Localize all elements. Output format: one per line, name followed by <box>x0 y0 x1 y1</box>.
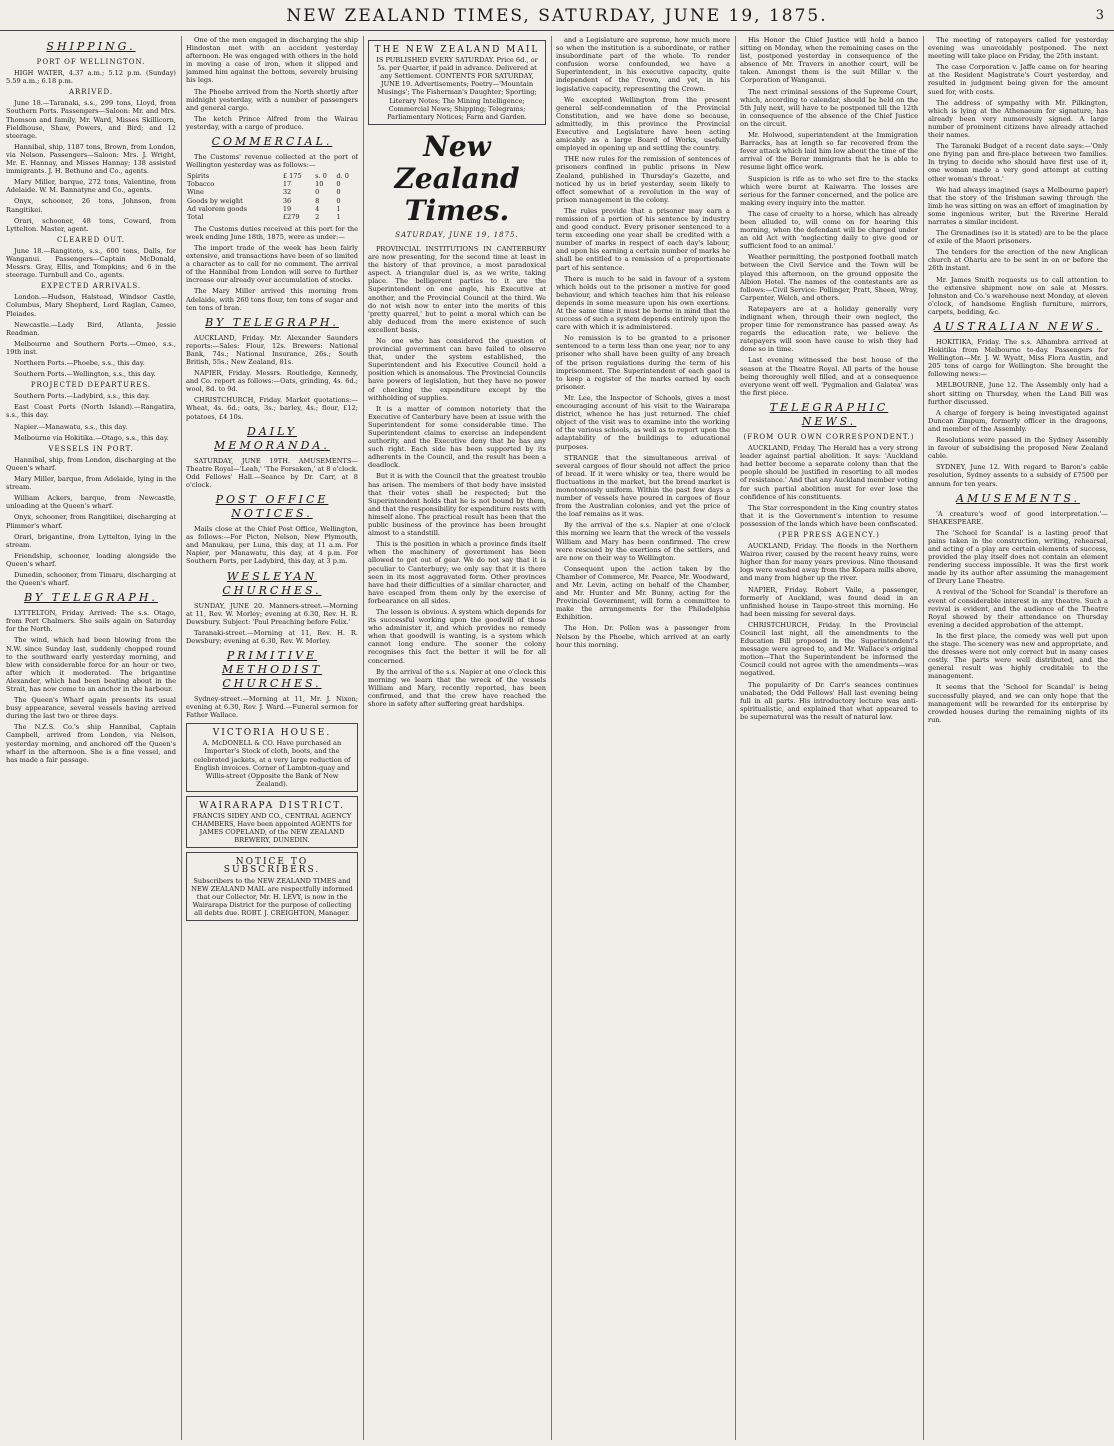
advertisement-body: Subscribers to the NEW ZEALAND TIMES and NEW ZEALAND MAIL are respectfully informed that our Collector, Mr. H. LEVY, is now in the Wairarapa District for the purpose of collecting all debts due. ROBT. J. CREIGHTON, Manager. <box>191 876 353 917</box>
article-paragraph: The Grenadines (so it is stated) are to be the place of exile of the Maori prisoners. <box>928 229 1108 246</box>
article-paragraph: In the first place, the comedy was well put upon the stage. The scenery was new and appropriate, and the dresses were not only correct but in many cases costly. The parts were well distributed, and the general result was highly creditable to the management. <box>928 631 1108 681</box>
advertisement-title: VICTORIA HOUSE. <box>212 728 332 739</box>
section-subheading: (FROM OUR OWN CORRESPONDENT.) <box>743 432 915 441</box>
article-paragraph: The wind, which had been blowing from the N.W. since Sunday last, suddenly chopped round to the southward early yesterday morning, and blew with considerable force for an hour or two, after which it moderated. The brigantine Alexander, which had been beating about in the Strait, has now come to an anchor in the harbour. <box>6 636 176 693</box>
page-number: 3 <box>1095 8 1106 23</box>
section-subheading: PORT OF WELLINGTON. <box>36 58 146 66</box>
article-paragraph: The popularity of Dr. Carr's seances continues unabated; the Odd Fellows' Hall last evening being full in all parts. His introductory lecture was anti-spiritualistic, and explained that what appeared to be supernatural was the result of natural law. <box>740 680 918 721</box>
column-rule <box>735 36 736 1440</box>
article-paragraph: His Honor the Chief Justice will hold a banco sitting on Monday, when the remaining cases on the list, postponed yesterday in consequence of the absence of Mr. Travers in another court, will be taken. Amongst them is the suit Millar v. the Corporation of Wanganui. <box>740 36 918 85</box>
section-heading: PRIMITIVE METHODIST CHURCHES. <box>221 648 323 690</box>
column-rule <box>551 36 552 1440</box>
table-cell: 0 <box>336 188 341 197</box>
article-paragraph: Suspicion is rife as to who set fire to the stacks which were burnt at Kaiwarra. The losses are serious for the farmer concerned, and the police are making every inquiry into the matter. <box>740 174 918 207</box>
table-row <box>186 180 358 188</box>
article-paragraph: Mary Miller, barque, from Adelaide, lying in the stream. <box>6 475 176 492</box>
article-paragraph: The Hon. Dr. Pollen was a passenger from Nelson by the Phoebe, which arrived at an early hour this morning. <box>556 624 730 649</box>
column-rule <box>363 36 364 1440</box>
section-heading: BY TELEGRAPH. <box>205 315 339 329</box>
column-rule <box>181 36 182 1440</box>
article-paragraph: Hannibal, ship, from London, discharging at the Queen's wharf. <box>6 455 176 472</box>
table-cell: 10 <box>315 180 324 189</box>
section-heading: TELEGRAPHIC NEWS. <box>769 400 889 428</box>
advertisement <box>186 852 358 921</box>
column-6 <box>928 36 1108 1440</box>
article-paragraph: Hannibal, ship, 1187 tons, Brown, from London, via Nelson. Passengers—Saloon: Mrs. J. Wright, Mr. E. Hannay, and Misses Hannay; 138 assisted immigrants. J. H. Bethune and Co., agents. <box>6 142 176 176</box>
table-row <box>186 205 358 213</box>
article-paragraph: Taranaki-street.—Morning at 11, Rev. H. R. Dewsbury; evening at 6.30, Rev. W. Morley. <box>186 628 358 645</box>
article-paragraph: Consequent upon the action taken by the Chamber of Commerce, Mr. Pearce, Mr. Woodward, and Mr. Levin, acting on behalf of the Chamber, and Mr. Hunter and Mr. Bunny, acting for the Provincial Government, will form a committee to make the arrangements for the Philadelphia Exhibition. <box>556 564 730 622</box>
article-paragraph: Last evening witnessed the best house of the season at the Theatre Royal. All parts of the house being thoroughly well filled, and at a consequence everyone went off well. 'Pygmalion and Galatea' was the first piece. <box>740 356 918 397</box>
column-1 <box>6 36 176 1440</box>
table-cell: 32 <box>282 188 292 197</box>
advertisement <box>186 723 358 792</box>
article-paragraph: The rules provide that a prisoner may earn a remission of a portion of his sentence by industry and good conduct. Every prisoner sentenced to a term exceeding one year shall be credited with a number of marks in respect of each day's labour, and upon his earning a certain number of marks he shall be entitled to a remission of a proportionate part of his sentence. <box>556 206 730 272</box>
article-paragraph: CHRISTCHURCH, Friday. Market quotations:—Wheat, 4s. 6d.; oats, 3s.; barley, 4s.; flour, £12; potatoes, £4 10s. <box>186 396 358 421</box>
section-heading: SHIPPING. <box>46 40 136 53</box>
table-cell: d. 0 <box>336 172 349 181</box>
column-5 <box>740 36 918 1440</box>
article-paragraph: The Star correspondent in the King country states that it is the Government's intention to resume possession of the lands which have been confiscated. <box>740 503 918 528</box>
article-paragraph: AUCKLAND, Friday. Mr. Alexander Saunders reports:—Sales: Flour, 12s. Brewers: National Bank, 74s.; National Insurance, 26s.; South British, 55s.; New Zealand, 81s. <box>186 333 358 366</box>
article-paragraph: Dunedin, schooner, from Timaru, discharging at the Queen's wharf. <box>6 570 176 588</box>
article-paragraph: Ratepayers are at a holiday generally very indignant when, through their own neglect, the proper time for remonstrance has passed away. As regards the education rate, we believe the ratepayers will soon have cause to wish they had done so in time. <box>740 304 918 354</box>
table-cell: 17 <box>282 180 292 189</box>
advertisement-body: A. McDONELL & CO. Have purchased an Importer's Stock of cloth, boots, and the celebrated jackets, at a very large reduction of English invoices. Corner of Lambton-quay and Willis-street (Opposite the Bank of New Zealand). <box>193 739 351 788</box>
table-cell: £ 175 <box>282 172 302 181</box>
table-row <box>186 197 358 205</box>
article-paragraph: Mr. Lee, the Inspector of Schools, gives a most encouraging account of his visit to the Wairarapa district, whence he has just returned. The chief object of the visit was to examine into the working of the various schools, as well as to report upon the adaptability of the buildings to educational purposes. <box>556 393 730 451</box>
table-cell: Tobacco <box>187 180 215 189</box>
article-paragraph: AUCKLAND, Friday. The floods in the Northern Wairoa river, caused by the recent heavy rains, were higher than for many years previous. Nine thousand logs were washed away from the Kopara mills above, and many from higher up the river. <box>740 542 918 583</box>
article-paragraph: Resolutions were passed in the Sydney Assembly in favour of subsidising the proposed New Zealand cable. <box>928 436 1108 461</box>
article-paragraph: No remission is to be granted to a prisoner sentenced to a term less than one year, nor to any prisoner who shall have been guilty of any breach of the prison regulations during the term of his imprisonment. The Superintendent of each gaol is to keep a register of the marks earned by each prisoner. <box>556 334 730 391</box>
article-paragraph: Mr. Holwood, superintendent at the Immigration Barracks, has at length so far recovered from the fever attack which laid him low about the time of the arrival of the Berar immigrants that he is able to resume light office work. <box>740 131 918 172</box>
table-cell: 8 <box>315 196 320 205</box>
article-paragraph: The Mary Miller arrived this morning from Adelaide, with 260 tons flour, ten tons of sugar and ten tons of bran. <box>186 287 358 312</box>
article-paragraph: MELBOURNE, June 12. The Assembly only had a short sitting on Thursday, when the Land Bill was further discussed. <box>928 381 1108 406</box>
section-subheading: CLEARED OUT. <box>57 235 125 244</box>
column-4 <box>556 36 730 1440</box>
article-paragraph: Southern Ports.—Wellington, s.s., this day. <box>14 370 156 379</box>
column-rule <box>923 36 924 1440</box>
table-cell: Wine <box>187 188 204 197</box>
article-paragraph: But it is with the Council that the greatest trouble has arisen. The members of that body have insisted that their votes shall be respected; but the Superintendent holds that he is not bound by them, and that the responsibility for expenditure rests with himself alone. The practical result has been that the public business of the province has been brought almost to a standstill. <box>368 472 546 538</box>
article-paragraph: SYDNEY, June 12. With regard to Baron's cable resolution, Sydney assents to a subsidy of £7500 per annum for ten years. <box>928 463 1108 488</box>
article-paragraph: Orari, schooner, 48 tons, Coward, from Lyttelton. Master, agent. <box>6 216 176 233</box>
section-heading: DAILY MEMORANDA. <box>214 424 330 452</box>
article-paragraph: AUCKLAND, Friday. The Herald has a very strong leader against partial abolition. It says: 'Auckland had better become a separate colony than that the people should be justified in resorting to all modes of resistance.' And that any Auckland member voting for such partial abolition must for ever lose the confidence of his constituents. <box>740 444 918 501</box>
newspaper-masthead <box>0 6 1114 31</box>
section-heading: POST OFFICE NOTICES. <box>215 493 329 521</box>
article-paragraph: Napier.—Manawatu, s.s., this day. <box>14 422 128 431</box>
article-paragraph: The Phoebe arrived from the North shortly after midnight yesterday, with a number of passengers and general cargo. <box>186 87 358 112</box>
article-paragraph: It seems that the 'School for Scandal' is being successfully played, and we can only hope that the management will be rewarded for its enterprise by crowded houses during the remaining nights of its run. <box>928 683 1108 724</box>
article-paragraph: 'A creature's woof of good interpretation.'—SHAKESPEARE. <box>928 509 1108 526</box>
advertisement <box>368 40 546 125</box>
article-paragraph: The Queen's Wharf again presents its usual busy appearance, several vessels having arrived during the last two or three days. <box>6 696 176 721</box>
table-cell: 1 <box>336 204 341 213</box>
article-paragraph: London.—Hudson, Halstead, Windsor Castle, Columbus, Mary Shepherd, Lord Raglan, Cameo, Pleiades. <box>6 293 176 318</box>
table-cell: Spirits <box>187 172 210 181</box>
column-3 <box>368 36 546 1440</box>
article-paragraph: THE new rules for the remission of sentences of prisoners confined in public prisons in New Zealand, published in Thursday's Gazette, and noticed by us in brief yesterday, seem likely to effect somewhat of a revolution in the way of prison management in the colony. <box>556 155 730 204</box>
article-paragraph: PROVINCIAL INSTITUTIONS IN CANTERBURY are now presenting, for the second time at least in the history of that province, a most paradoxical aspect. A triangular duel is, as we write, taking place. The belligerent parties to it are the Superintendent on one angle, his Executive at another, and the Provincial Council at the third. We do not wish now to enter into the merits of this 'pretty quarrel,' but to point a moral which can be ably deduced from the mere existence of such excellent basis. <box>368 244 546 334</box>
article-paragraph: Melbourne and Southern Ports.—Omeo, s.s., 19th inst. <box>6 339 176 356</box>
editorial-dateline: SATURDAY, JUNE 19, 1875. <box>395 230 519 239</box>
advertisement-body: FRANCIS SIDEY AND CO., CENTRAL AGENCY CHAMBERS, Have been appointed AGENTS for JAMES COPELAND, of the NEW ZEALAND BREWERY, DUNEDIN. <box>192 812 352 845</box>
section-subheading: ARRIVED. <box>68 88 114 97</box>
article-paragraph: STRANGE that the simultaneous arrival of several cargoes of flour should not affect the price of bread. If it were whisky or tea, there would be fluctuations in the market, but the bread market is monotonously uniform. Within the past few days a number of vessels have poured in cargoes of flour from the Australian colonies, and yet the price of the loaf remains as it was. <box>556 453 730 519</box>
table-row <box>186 213 358 221</box>
article-paragraph: William Ackers, barque, from Newcastle, unloading at the Queen's wharf. <box>6 494 176 511</box>
table-cell: 0 <box>336 180 341 189</box>
advertisement-body: IS PUBLISHED EVERY SATURDAY. Price 6d., or 5s. per Quarter, if paid in advance. Delivered at any Settlement. CONTENTS FOR SATURDAY, JUNE 19. Advertisements; Poetry—'Mountain Musings'; The Fisherman's Daughter; Sporting; Literary Notes; The Mining Intelligence; Commercial News; Shipping; Telegrams; Parliamentary Notices; Farm and Garden. <box>376 56 538 121</box>
section-subheading: (PER PRESS AGENCY.) <box>778 530 880 539</box>
table-cell: Ad valorem goods <box>187 204 247 213</box>
section-subheading: EXPECTED ARRIVALS. <box>40 282 142 291</box>
article-paragraph: This is the position in which a province finds itself when the machinery of government has been allowed to get out of gear. We do not say that it is peculiar to Canterbury; we only say that it is there seen in its most aggravated form. Other provinces have had their difficulties of a similar character, and have escaped from them only by the exercise of forbearance on all sides. <box>368 540 546 605</box>
table-cell: £279 <box>282 212 300 221</box>
article-paragraph: One of the men engaged in discharging the ship Hindostan met with an accident yesterday afternoon. He was engaged with others in the hold in moving a case of iron, when it slipped and jammed him against the bottom, severely bruising his legs. <box>186 36 358 85</box>
article-paragraph: The meeting of ratepayers called for yesterday evening was unavoidably postponed. The next meeting will take place on Friday, the 25th instant. <box>928 36 1108 61</box>
article-paragraph: The address of sympathy with Mr. Pilkington, which is lying at the Athenaeum for signature, has already been very numerously signed. A large number of prominent citizens have already attached their names. <box>928 98 1108 140</box>
table-row <box>186 172 358 180</box>
article-paragraph: LYTTELTON, Friday. Arrived: The s.s. Otago, from Port Chalmers. She sails again on Saturday for the North. <box>6 609 176 634</box>
article-paragraph: Newcastle.—Lady Bird, Atlanta, Jessie Readman. <box>6 320 176 337</box>
advertisement-title: NOTICE TO SUBSCRIBERS. <box>223 857 321 876</box>
article-paragraph: HIGH WATER, 4.37 a.m.; 5.12 p.m. (Sunday) 5.59 a.m.; 6.18 p.m. <box>6 69 176 86</box>
article-paragraph: and a Legislature are supreme, how much more so when the institution is a subordinate, or rather insubordinate part of the whole. To render confusion worse confounded, we have a Superintendent, in his executive capacity, quite independent of the Crown, and yet, in his legislative capacity, representing the Crown. <box>556 36 730 93</box>
article-paragraph: Friendship, schooner, loading alongside the Queen's wharf. <box>6 551 176 568</box>
article-paragraph: Weather permitting, the postponed football match between the Civil Service and the Town will be played this afternoon, on the ground opposite the Albion Hotel. The names of the contestants are as follows:—Civil Service: Pollinger, Pratt, Sheen, Wray, Carpenter, Welch, and others. <box>740 253 918 302</box>
advertisement <box>186 796 358 848</box>
article-paragraph: It is a matter of common notoriety that the Executive of Canterbury have been at issue with the Superintendent for some considerable time. The Superintendent claims to exercise an independent authority, and the Executive deny that he has any such right. Each side has been supported by its adherents in the Council, and the result has been a deadlock. <box>368 404 546 470</box>
section-subheading: PROJECTED DEPARTURES. <box>30 381 152 390</box>
article-paragraph: The ketch Prince Alfred from the Wairau yesterday, with a cargo of produce. <box>186 114 358 131</box>
advertisement-title: THE NEW ZEALAND MAIL <box>374 45 540 55</box>
editorial-masthead: New Zealand Times. <box>394 129 520 227</box>
table-cell: 36 <box>282 196 292 205</box>
article-paragraph: June 18.—Taranaki, s.s., 299 tons, Lloyd, from Southern Ports. Passengers—Saloon: Mr. and Mrs. Thomson and family, Mr. Ward, Misses Skillicorn, Fieldhouse, Shaw, Powers, and Bird; and 12 steerage. <box>6 99 176 140</box>
article-paragraph: The 'School for Scandal' is a lasting proof that pains taken in the construction, writing, rehearsal, and acting of a play are certain elements of success, provided the play itself does not contain an element rendering success impossible. It was the first work made by its author after assuming the management of Drury Lane Theatre. <box>928 528 1108 586</box>
table-cell: Total <box>187 212 204 221</box>
article-paragraph: The import trade of the week has been fairly extensive, and transactions have been of so limited a character as to call for no comment. The arrival of the Hannibal from London will serve to further increase our already over accumulation of stocks. <box>186 243 358 285</box>
table-cell: 0 <box>336 196 341 205</box>
article-paragraph: SUNDAY, JUNE 20. Manners-street.—Morning at 11, Rev. W. Morley; evening at 6.30, Rev. H. R. Dewsbury. Subject: 'Paul Preaching before Felix.' <box>186 601 358 626</box>
article-paragraph: Southern Ports.—Ladybird, s.s., this day. <box>14 392 150 401</box>
article-paragraph: A revival of the 'School for Scandal' is therefore an event of considerable interest in any theatre. Such a revival is evident, and the audience of the Theatre Royal showed by their attendance on Thursday evening a decided approbation of the attempt. <box>928 588 1108 629</box>
article-paragraph: Mails close at the Chief Post Office, Wellington, as follows:—For Picton, Nelson, New Plymouth, and Manukau, per Luna, this day, at 11 a.m. For Napier, per Manawatu, this day, at 4 p.m. For Southern Ports, per Ladybird, this day, at 3 p.m. <box>186 525 358 566</box>
table-cell: 19 <box>282 204 292 213</box>
section-heading: AMUSEMENTS. <box>956 491 1080 505</box>
article-paragraph: Onyx, schooner, 26 tons, Johnson, from Rangitikei. <box>6 197 176 214</box>
section-heading: COMMERCIAL. <box>211 135 333 149</box>
article-paragraph: Onyx, schooner, from Rangitikei, discharging at Plimmer's wharf. <box>6 513 176 530</box>
article-paragraph: We excepted Wellington from the present general self-condemnation of the Provincial Constitution, and we have done so because, admittedly, in this province the Provincial Executive and Legislature have been acting amicably as a large Board of Works, usefully employed in opening up and settling the country. <box>556 95 730 153</box>
article-paragraph: The Customs' revenue collected at the port of Wellington yesterday was as follows:— <box>186 153 358 170</box>
section-heading: BY TELEGRAPH. <box>24 591 158 605</box>
article-paragraph: Northern Ports.—Phoebe, s.s., this day. <box>14 359 145 367</box>
table-cell: Goods by weight <box>187 196 243 205</box>
article-paragraph: CHRISTCHURCH, Friday. In the Provincial Council last night, all the amendments to the Education Bill proposed in the Superintendent's message were agreed to, and Mr. Wallace's original motion—That the Superintendent be informed the Council could not agree with the amendments—was negatived. <box>740 620 918 678</box>
article-paragraph: No one who has considered the question of provincial government can have failed to observe that, under the system established, the Superintendent and his Executive Council hold a position which is anomalous. The Provincial Councils have powers of legislation, but they have no power of checking the expenditure except by the withholding of supplies. <box>368 336 546 402</box>
article-paragraph: The tenders for the erection of the new Anglican church at Ohariu are to be sent in on or before the 26th instant. <box>928 248 1108 273</box>
article-paragraph: NAPIER, Friday. Robert Vaile, a passenger, formerly of Auckland, was found dead in an unfinished house in Taupo-street this morning. He had been missing for several days. <box>740 585 918 618</box>
article-paragraph: We had always imagined (says a Melbourne paper) that the story of the Irishman sawing through the limb he was sitting on was an effort of imagination by some ingenious writer, but the Riverine Herald narrates a similar incident. <box>928 185 1108 226</box>
article-paragraph: The N.Z.S. Co.'s ship Hannibal, Captain Campbell, arrived from London, via Nelson, yesterday morning, and anchored off the Queen's wharf in the afternoon. She is a fine vessel, and has made a fair passage. <box>6 723 176 764</box>
article-paragraph: The case Corporation v. Jaffe came on for hearing at the Resident Magistrate's Court yesterday, and resulted in judgment being given for the amount sued for, with costs. <box>928 63 1108 96</box>
article-paragraph: The case of cruelty to a horse, which has already been alluded to, will come on for hearing this morning, when the defendant will be charged under an old Act with 'neglecting daily to give good or sufficient food to an animal.' <box>740 209 918 251</box>
article-paragraph: Mary Miller, barque, 272 tons, Valentine, from Adelaide. W. M. Bannatyne and Co., agents. <box>6 178 176 195</box>
column-2 <box>186 36 358 1440</box>
article-paragraph: Orari, brigantine, from Lyttelton, lying in the stream. <box>6 532 176 549</box>
article-paragraph: The lesson is obvious. A system which depends for its successful working upon the goodwill of those who administer it, and which provides no remedy when that goodwill is wanting, is a system which cannot long endure. The sooner the colony recognises this fact the better it will be for all concerned. <box>368 607 546 665</box>
article-paragraph: HOKITIKA, Friday. The s.s. Alhambra arrived at Hokitika from Melbourne to-day. Passengers for Wellington—Mr. J. W. Wyatt, Miss Flora Austin, and 205 tons of cargo for Wellington. She brought the following news:— <box>928 338 1108 379</box>
article-paragraph: NAPIER, Friday. Messrs. Routledge, Kennedy, and Co. report as follows:—Oats, grinding, 4s. 6d.; wool, 8d. to 9d. <box>186 369 358 394</box>
section-heading: WESLEYAN CHURCHES. <box>222 569 322 597</box>
article-paragraph: Mr. James Smith requests us to call attention to the extensive shipment now on sale at Messrs. Johnston and Co.'s warehouse next Monday, at eleven o'clock, of handsome English furniture, mirrors, carpets, bedding, &c. <box>928 275 1108 316</box>
advertisement-title: WAIRARAPA DISTRICT. <box>199 800 345 811</box>
table-row <box>186 188 358 196</box>
article-paragraph: June 18.—Rangitoto, s.s., 600 tons, Dalls, for Wanganui. Passengers—Captain McDonald, Messrs. Gray, Ellis, and Tompkins; and 6 in the steerage. Turnbull and Co., agents. <box>6 246 176 280</box>
customs-revenue-table <box>186 172 358 221</box>
section-heading: AUSTRALIAN NEWS. <box>933 320 1103 333</box>
article-paragraph: SATURDAY, JUNE 19TH. AMUSEMENTS—Theatre Royal—'Leah,' 'The Forsaken,' at 8 o'clock. Odd Fellows' Hall.—Seance by Dr. Carr, at 8 o'clock. <box>186 456 358 489</box>
table-cell: 0 <box>315 188 320 197</box>
article-paragraph: East Coast Ports (North Island).—Rangatira, s.s., this day. <box>6 403 176 420</box>
table-cell: s. 0 <box>315 172 327 181</box>
article-paragraph: There is much to be said in favour of a system which holds out to the prisoner a motive for good behaviour, and which teaches him that his release depends in some measure upon his own exertions. At the same time it must be borne in mind that the success of such a system depends entirely upon the care with which it is administered. <box>556 274 730 332</box>
section-subheading: VESSELS IN PORT. <box>48 444 134 453</box>
table-cell: 2 <box>315 212 320 221</box>
table-cell: 4 <box>315 204 320 213</box>
article-paragraph: The Taranaki Budget of a recent date says:—'Only one frying pan and fire-place between two families. In trying to decide who should have first use of it, one woman made a very good attempt at cutting other woman's throat.' <box>928 142 1108 183</box>
masthead-title: NEW ZEALAND TIMES, SATURDAY, JUNE 19, 1875. <box>286 6 828 26</box>
article-paragraph: Sydney-street.—Morning at 11, Mr. J. Nixon; evening at 6.30, Rev. J. Ward.—Funeral sermon for Father Wallace. <box>186 694 358 720</box>
article-paragraph: Melbourne via Hokitika.—Otago, s.s., this day. <box>14 433 169 442</box>
article-paragraph: By the arrival of the s.s. Napier at one o'clock this morning we learn that the wreck of the vessels William and Mary has been confirmed. The crew were rescued by the exertions of the settlers, and are now on their way to Wellington. <box>556 521 730 562</box>
article-paragraph: A charge of forgery is being investigated against Duncan Zimpum, formerly officer in the dragoons, and member of the Assembly. <box>928 408 1108 433</box>
article-paragraph: The next criminal sessions of the Supreme Court, which, according to calendar, should be held on the 5th July next, will have to be postponed till the 12th in consequence of the absence of the Chief Justice on the circuit. <box>740 87 918 128</box>
table-cell: 1 <box>336 212 341 221</box>
article-paragraph: The Customs duties received at this port for the week ending June 18th, 1875, were as under:— <box>186 224 358 241</box>
article-paragraph: By the arrival of the s.s. Napier at one o'clock this morning we learn that the wreck of the vessels William and Mary, recently reported, has been confirmed, and that the crew have reached the shore in safety after suffering great hardships. <box>368 667 546 708</box>
